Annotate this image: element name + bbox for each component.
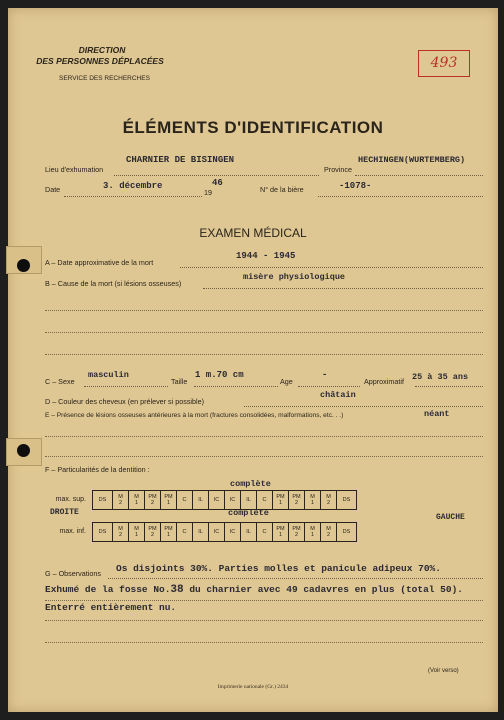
tooth-code: C bbox=[182, 497, 187, 503]
tooth-cell bbox=[257, 523, 273, 542]
tooth-code: M bbox=[118, 526, 123, 532]
dentition-left-side: DROITE bbox=[50, 508, 79, 517]
tooth-cell bbox=[129, 523, 145, 542]
province-label: Province bbox=[324, 165, 352, 174]
observations-line3: Enterré entièrement nu. bbox=[45, 602, 177, 613]
date-value: 3. décembre bbox=[103, 181, 163, 191]
tooth-code: PM bbox=[292, 526, 301, 532]
tooth-code: PM bbox=[164, 526, 173, 532]
tooth-code: PM bbox=[292, 494, 301, 500]
observations-line-3-rule bbox=[45, 620, 483, 621]
field-e-extra-line-1 bbox=[45, 436, 483, 437]
tooth-code: IC bbox=[229, 497, 236, 503]
tooth-number: 1 bbox=[166, 500, 171, 506]
page-title: ÉLÉMENTS D'IDENTIFICATION bbox=[122, 118, 384, 137]
age-dotted-line bbox=[298, 386, 360, 387]
tooth-cell bbox=[113, 523, 129, 542]
tooth-code: C bbox=[262, 529, 267, 535]
tooth-number: 2 bbox=[294, 532, 299, 538]
date-label: Date bbox=[45, 185, 61, 194]
approx-label: Approximatif bbox=[364, 377, 404, 386]
tooth-number: 1 bbox=[310, 500, 315, 506]
tooth-cell bbox=[225, 523, 241, 542]
tooth-cell bbox=[145, 491, 161, 510]
tooth-number: 2 bbox=[118, 500, 123, 506]
dentition-top-note: complète bbox=[230, 479, 271, 489]
observations-line2-post: du charnier avec 49 cadavres en plus (total 50). bbox=[189, 584, 463, 595]
field-e-label: E – Présence de lésions osseuses antérieures à la mort (fractures consolidées, malformations, etc. . .) bbox=[45, 412, 344, 419]
tooth-cell bbox=[321, 523, 337, 542]
dentition-right-side: GAUCHE bbox=[436, 513, 465, 522]
punch-hole-top bbox=[17, 259, 30, 272]
field-b-dotted-line bbox=[203, 288, 483, 289]
tooth-number: 2 bbox=[118, 532, 123, 538]
biere-label: N° de la bière bbox=[260, 185, 304, 194]
tooth-cell bbox=[305, 491, 321, 510]
field-e-extra-line-2 bbox=[45, 456, 483, 457]
dentition-bottom-note: complète bbox=[228, 508, 269, 518]
age-label: Age bbox=[280, 377, 293, 386]
tooth-code: IL bbox=[198, 529, 203, 535]
header-line1: DIRECTION bbox=[78, 45, 126, 55]
field-b-extra-line-1 bbox=[45, 310, 483, 311]
tooth-cell bbox=[289, 523, 305, 542]
tooth-number: 1 bbox=[134, 532, 139, 538]
tooth-cell bbox=[273, 491, 289, 510]
taille-dotted-line bbox=[194, 386, 278, 387]
observations-line-4-rule bbox=[45, 642, 483, 643]
biere-dotted-line bbox=[318, 196, 483, 197]
tooth-code: IC bbox=[213, 497, 220, 503]
tooth-code: IL bbox=[198, 497, 203, 503]
observations-pit-number: 38 bbox=[170, 584, 184, 596]
tooth-code: M bbox=[134, 494, 139, 500]
field-g-dotted-line bbox=[108, 578, 483, 579]
field-a-value: 1944 - 1945 bbox=[236, 251, 296, 261]
tooth-code: IC bbox=[213, 529, 220, 535]
row-label-inf: max. inf. bbox=[59, 528, 86, 535]
tooth-code: DS bbox=[342, 497, 351, 503]
tooth-code: M bbox=[326, 494, 331, 500]
tooth-cell bbox=[209, 523, 225, 542]
field-d-label: D – Couleur des cheveux (en prélever si possible) bbox=[45, 397, 205, 406]
voir-verso-note: (Voir verso) bbox=[428, 668, 459, 674]
observations-line2-pre: Exhumé de la fosse No. bbox=[45, 584, 171, 595]
row-label-sup: max. sup. bbox=[55, 496, 86, 503]
field-a-label: A – Date approximative de la mort bbox=[45, 258, 154, 267]
tooth-number: 2 bbox=[294, 500, 299, 506]
tooth-code: IC bbox=[229, 529, 236, 535]
tooth-code: DS bbox=[98, 497, 107, 503]
field-b-value: misère physiologique bbox=[243, 272, 346, 282]
tooth-cell bbox=[93, 491, 113, 510]
tooth-code: IL bbox=[246, 497, 251, 503]
tooth-code: PM bbox=[276, 526, 285, 532]
tooth-cell bbox=[145, 523, 161, 542]
taille-label: Taille bbox=[171, 377, 188, 386]
tooth-number: 2 bbox=[326, 532, 331, 538]
approx-value: 25 à 35 ans bbox=[412, 372, 469, 382]
tooth-number: 1 bbox=[278, 500, 283, 506]
field-e-value: néant bbox=[424, 409, 450, 419]
tooth-code: PM bbox=[164, 494, 173, 500]
tooth-code: M bbox=[134, 526, 139, 532]
field-b-extra-line-2 bbox=[45, 332, 483, 333]
province-dotted-line bbox=[355, 175, 483, 176]
field-d-dotted-line bbox=[244, 406, 483, 407]
tooth-cell bbox=[273, 523, 289, 542]
observations-line-2-rule bbox=[45, 600, 483, 601]
printer-imprint: Imprimerie nationale (Gr.) 2434 bbox=[217, 684, 289, 690]
date-dotted-line bbox=[64, 196, 202, 197]
date-year-value: 46 bbox=[212, 178, 223, 188]
date-year-prefix: 19 bbox=[204, 188, 212, 197]
dentition-upper-row bbox=[34, 491, 357, 510]
header-service: SERVICE DES RECHERCHES bbox=[59, 75, 150, 82]
form-sheet bbox=[8, 8, 498, 712]
province-value: HECHINGEN(WURTEMBERG) bbox=[358, 155, 466, 165]
tooth-code: PM bbox=[148, 526, 157, 532]
tooth-cell bbox=[225, 491, 241, 510]
section-title: EXAMEN MÉDICAL bbox=[199, 226, 307, 240]
field-g-label: G – Observations bbox=[45, 569, 101, 578]
observations-line1: Os disjoints 30%. Parties molles et panicule adipeux 70%. bbox=[116, 563, 441, 574]
field-d-value: châtain bbox=[320, 390, 356, 400]
header-line2: DES PERSONNES DÉPLACÉES bbox=[36, 56, 164, 66]
field-c-label: C – Sexe bbox=[45, 377, 75, 386]
tooth-code: C bbox=[262, 497, 267, 503]
lieu-dotted-line bbox=[114, 175, 319, 176]
tooth-cell bbox=[129, 491, 145, 510]
tooth-cell bbox=[177, 491, 193, 510]
lieu-label: Lieu d'exhumation bbox=[45, 165, 104, 174]
observations-line2 bbox=[45, 584, 463, 596]
dentition-lower-table bbox=[34, 522, 357, 542]
biere-value: -1078- bbox=[339, 181, 372, 191]
tooth-code: IL bbox=[246, 529, 251, 535]
tooth-code: DS bbox=[98, 529, 107, 535]
dentition-lower-row bbox=[34, 523, 357, 542]
tooth-cell bbox=[289, 491, 305, 510]
field-f-label: F – Particularités de la dentition : bbox=[45, 465, 150, 474]
field-b-extra-line-3 bbox=[45, 354, 483, 355]
dentition-upper-table bbox=[34, 490, 357, 510]
tooth-number: 2 bbox=[150, 500, 155, 506]
tooth-code: M bbox=[326, 526, 331, 532]
tooth-code: M bbox=[118, 494, 123, 500]
tooth-cell bbox=[193, 491, 209, 510]
tooth-cell bbox=[257, 491, 273, 510]
tooth-cell bbox=[337, 491, 357, 510]
tooth-cell bbox=[113, 491, 129, 510]
field-b-label: B – Cause de la mort (si lésions osseuses) bbox=[45, 279, 182, 288]
tooth-code: M bbox=[310, 526, 315, 532]
tooth-cell bbox=[241, 491, 257, 510]
archive-number-stamp: 493 bbox=[418, 50, 470, 77]
tooth-number: 1 bbox=[134, 500, 139, 506]
tooth-code: C bbox=[182, 529, 187, 535]
tooth-cell bbox=[305, 523, 321, 542]
punch-hole-bottom bbox=[17, 444, 30, 457]
tooth-code: M bbox=[310, 494, 315, 500]
tooth-cell bbox=[161, 491, 177, 510]
age-value: - bbox=[322, 370, 328, 380]
tooth-cell bbox=[193, 523, 209, 542]
tooth-number: 1 bbox=[310, 532, 315, 538]
tooth-cell bbox=[337, 523, 357, 542]
tooth-cell bbox=[241, 523, 257, 542]
tooth-number: 1 bbox=[166, 532, 171, 538]
taille-value: 1 m.70 cm bbox=[195, 370, 244, 380]
field-c-dotted-line bbox=[84, 386, 168, 387]
tooth-code: PM bbox=[276, 494, 285, 500]
tooth-cell bbox=[321, 491, 337, 510]
tooth-cell bbox=[161, 523, 177, 542]
lieu-value: CHARNIER DE BISINGEN bbox=[126, 155, 235, 165]
approx-dotted-line bbox=[415, 386, 483, 387]
tooth-code: DS bbox=[342, 529, 351, 535]
tooth-number: 2 bbox=[326, 500, 331, 506]
field-c-value: masculin bbox=[88, 370, 129, 380]
tooth-cell bbox=[177, 523, 193, 542]
tooth-number: 1 bbox=[278, 532, 283, 538]
tooth-cell bbox=[209, 491, 225, 510]
field-a-dotted-line bbox=[180, 267, 483, 268]
tooth-cell bbox=[93, 523, 113, 542]
tooth-code: PM bbox=[148, 494, 157, 500]
tooth-number: 2 bbox=[150, 532, 155, 538]
